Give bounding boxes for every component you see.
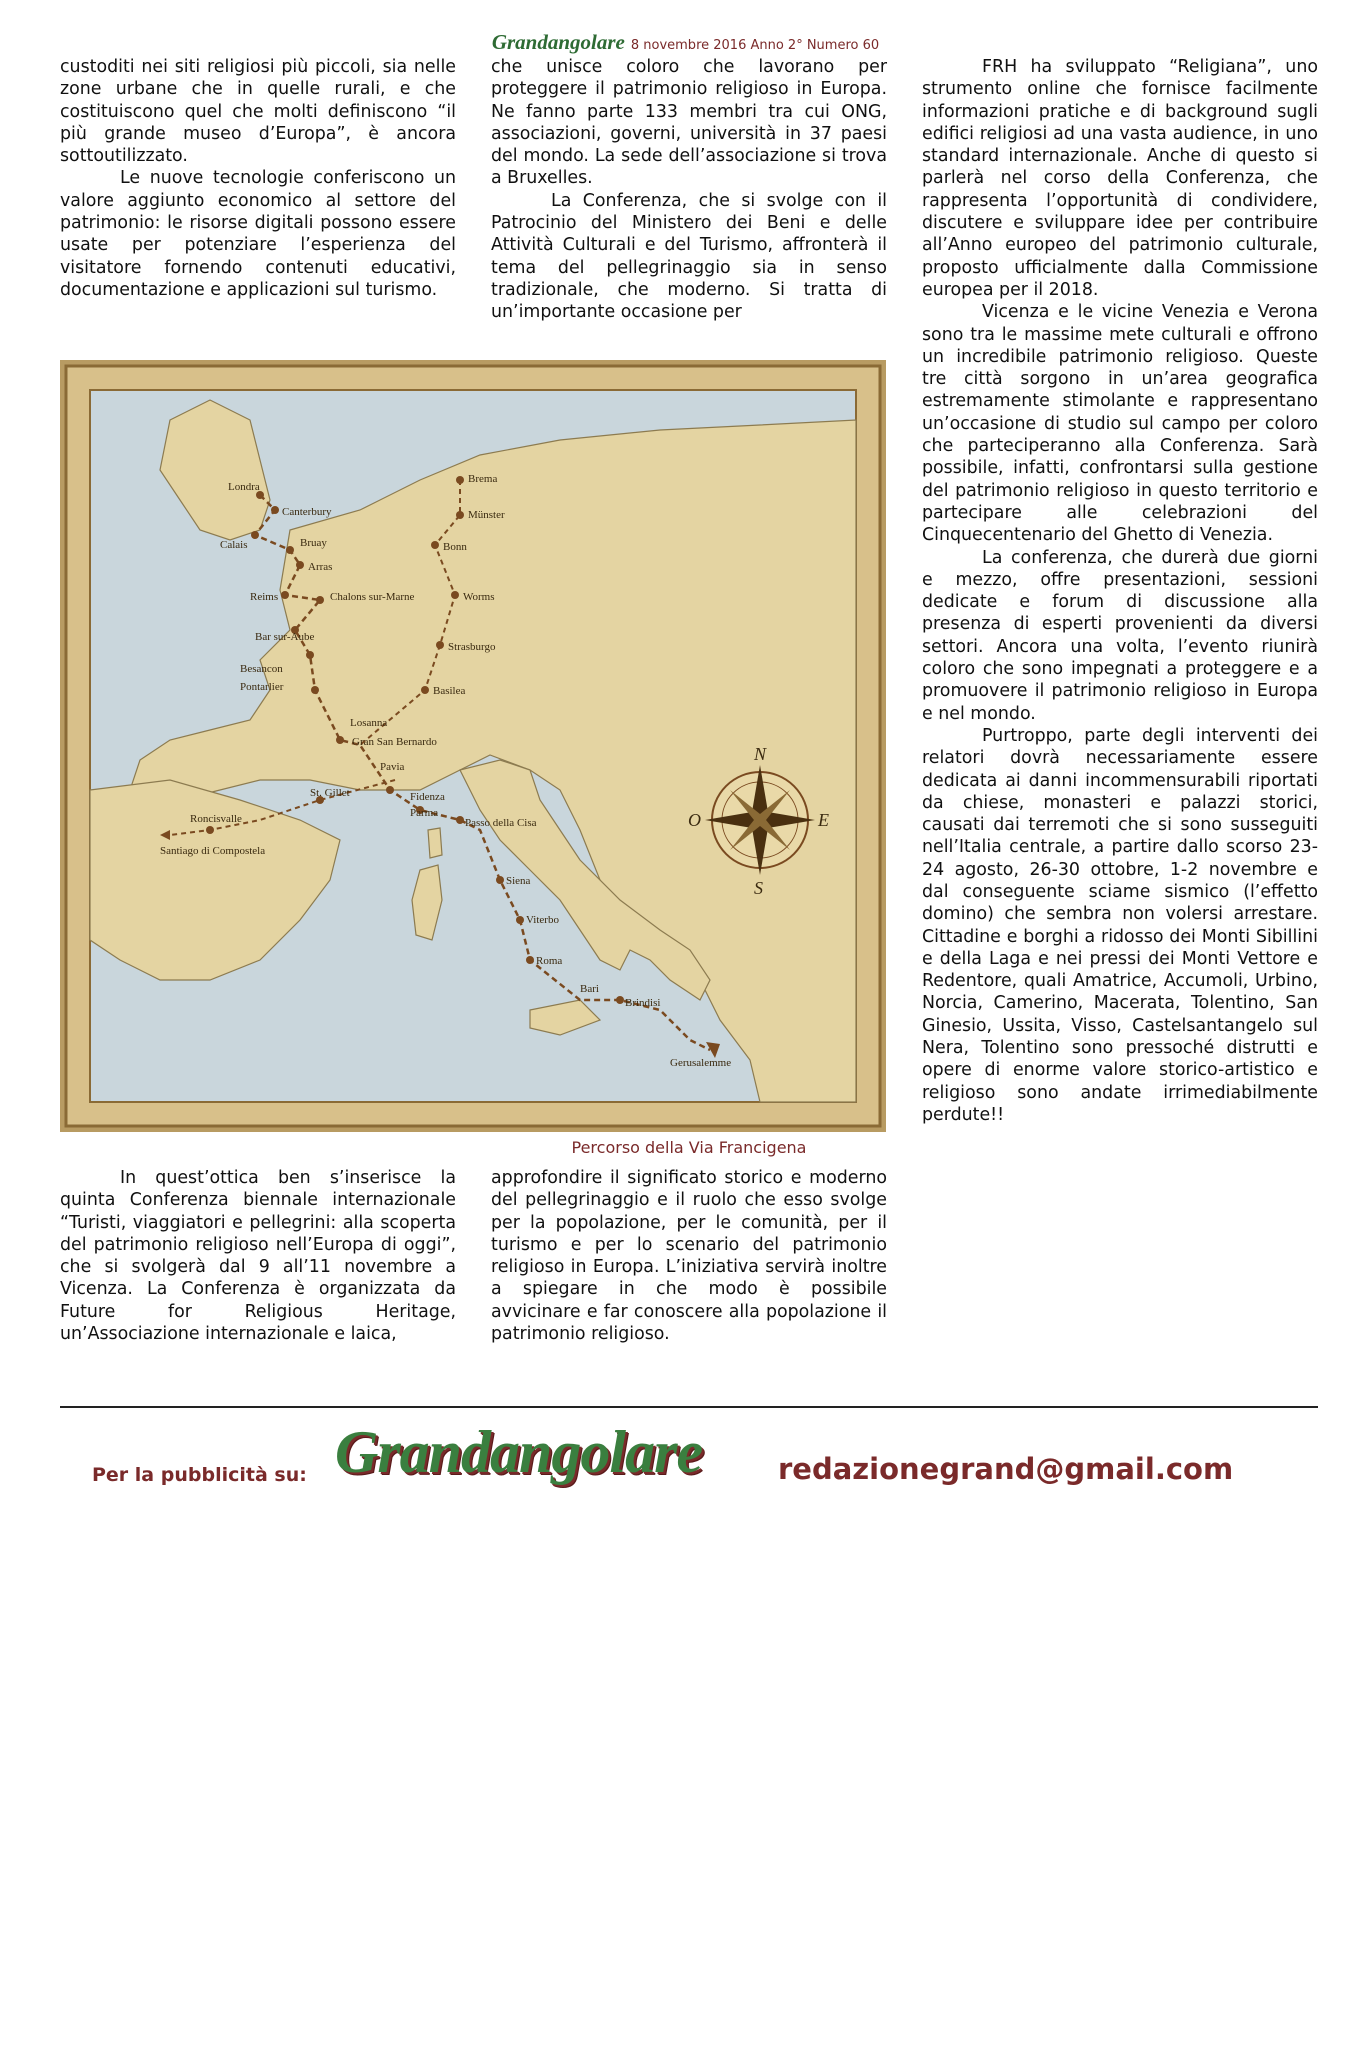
column-1-top [60,56,456,301]
map-label: Brema [468,473,498,485]
paragraph: FRH ha sviluppato “Religiana”, uno strumento online che fornisce facilmente informazioni pratiche e di background sugli edifici religiosi ad una vasta audience, in uno standard internazionale. Anche di questo si parlerà nel corso della Conferenza, che rappresenta l’opportunità di condividere, discutere e sviluppare idee per contribuire all’Anno europeo del patrimonio culturale, proposto ufficialmente dalla Commissione europea per il 2018. [922,57,1318,300]
map-label: Losanna [350,717,388,729]
map-label: Passo della Cisa [465,817,537,829]
paragraph: Vicenza e le vicine Venezia e Verona sono tra le massime mete culturali e offrono un incredibile patrimonio religioso. Queste tre città sorgono in un’area geografica estremamente stimolante e rappresentano un’occasione di studio sul campo per coloro che parteciperanno alla Conferenza. Sarà possibile, infatti, confrontarsi sulla gestione del patrimonio religioso in questo territorio e partecipare alle celebrazioni del Cinquecentenario del Ghetto di Venezia. [922,302,1318,546]
map-label: Basilea [433,685,466,697]
svg-text:O: O [688,810,701,830]
map-label: Gran San Bernardo [352,736,437,748]
ad-email-link[interactable]: redazionegrand@gmail.com [778,1452,1234,1486]
map-label: Besancon [240,663,283,675]
paragraph: La conferenza, che durerà due giorni e mezzo, offre presentazioni, sessioni dedicate e forum di discussione alla presenza di esperti provenienti da diversi settori. Ancora una volta, l’evento riunirà coloro che sono impegnati a proteggere e a promuovere il patrimonio religioso in Europa e nel mondo. [922,547,1318,724]
map-label: Gerusalemme [670,1057,732,1069]
map-label: Calais [220,539,248,551]
map-label: Viterbo [526,914,559,926]
map-label: Roncisvalle [190,813,242,825]
masthead-title: Grandangolare [491,30,625,54]
column-2-bottom [491,1167,887,1345]
via-francigena-map [60,360,886,1132]
svg-text:S: S [754,878,763,898]
paragraph: Purtroppo, parte degli interventi dei relatori dovrà necessariamente essere dedicata ai danni incommensurabili riportati da chiese, monasteri e palazzi storici, causati dai terremoti che si sono susseguiti nell’Italia centrale, a partire dallo scorso 23-24 agosto, 26-30 ottobre, 1-2 novembre e dal conseguente sciame sismico (l’effetto domino) che sembra non volersi arrestare. Cittadine e borghi a ridosso dei Monti Sibillini e della Laga e nei pressi dei Monti Vettore e Redentore, quali Amatrice, Accumoli, Urbino, Norcia, Camerino, Macerata, Tolentino, San Ginesio, Ussita, Visso, Castelsantangelo sul Nera, Tolentino sono pressoché distrutti e opere di enorme valore storico-artistico e religioso sono andate irrimediabilmente perdute!! [922,725,1318,1125]
map-label: Fidenza [410,791,445,803]
map-label: Strasburgo [448,641,496,653]
map-label: Parma [410,807,439,819]
paragraph: custoditi nei siti religiosi più piccoli, sia nelle zone urbane che in quelle rurali, e che costituiscono quel che molti definiscono “il più grande museo d’Europa”, è ancora sottoutilizzato. [60,57,456,167]
paragraph: La Conferenza, che si svolge con il Patrocinio del Ministero dei Beni e delle Attività Culturali e del Turismo, affronterà il tema del pellegrinaggio sia in senso tradizionale, che moderno. Si tratta di un’importante occasione per [491,190,887,323]
paragraph: approfondire il significato storico e moderno del pellegrinaggio e il ruolo che esso svolge per la popolazione, per le comunità, per il turismo e per lo scenario del patrimonio religioso in Europa. L’iniziativa servirà inoltre a spiegare in che modo è possibile avvicinare e far conoscere alla popolazione il patrimonio religioso. [491,1168,887,1345]
map-label: Siena [506,875,531,887]
map-label: St. Gillet [310,787,350,799]
svg-text:E: E [818,810,829,830]
column-3 [922,56,1318,1126]
map-label: Worms [463,591,495,603]
map-caption: Percorso della Via Francigena [571,1138,807,1157]
ad-label: Per la pubblicità su: [92,1464,307,1486]
map-label: Pontarlier [240,681,284,693]
map-label: Chalons sur-Marne [330,591,415,603]
map-label: Pavia [380,761,405,773]
map-label: Roma [536,955,563,967]
map-label: Bar sur-Aube [255,631,315,643]
map-label: Brindisi [625,997,661,1009]
map-label: Londra [228,481,260,493]
ad-logo: Grandangolare [335,1419,703,1485]
map-label: Reims [250,591,279,603]
map-label: Münster [468,509,505,521]
map-label: Bonn [443,541,467,553]
svg-text:N: N [754,744,767,764]
masthead [0,30,1371,55]
map-label: Santiago di Compostela [160,845,266,857]
map-label: Bari [580,983,599,995]
masthead-date: 8 novembre 2016 Anno 2° Numero 60 [630,38,880,53]
column-2-top [491,56,887,324]
paragraph: Le nuove tecnologie conferiscono un valore aggiunto economico al settore del patrimonio: le risorse digitali possono essere usate per potenziare l’esperienza del visitatore fornendo contenuti educativi, documentazione e applicazioni sul turismo. [60,168,456,300]
map-label: Bruay [300,537,327,549]
map-label: Canterbury [282,506,332,518]
divider [60,1406,1318,1408]
paragraph: In quest’ottica ben s’inserisce la quinta Conferenza biennale internazionale “Turisti, viaggiatori e pellegrini: alla scoperta del patrimonio religioso nell’Europa di oggi”, che si svolgerà dal 9 all’11 novembre a Vicenza. La Conferenza è organizzata da Future for Religious Heritage, un’Associazione internazionale e laica, [60,1168,456,1345]
map-label: Arras [308,561,333,573]
column-1-bottom [60,1167,456,1345]
paragraph: che unisce coloro che lavorano per proteggere il patrimonio religioso in Europa. Ne fanno parte 133 membri tra cui ONG, associazioni, governi, università in 37 paesi del mondo. La sede dell’associazione si trova a Bruxelles. [491,57,887,189]
